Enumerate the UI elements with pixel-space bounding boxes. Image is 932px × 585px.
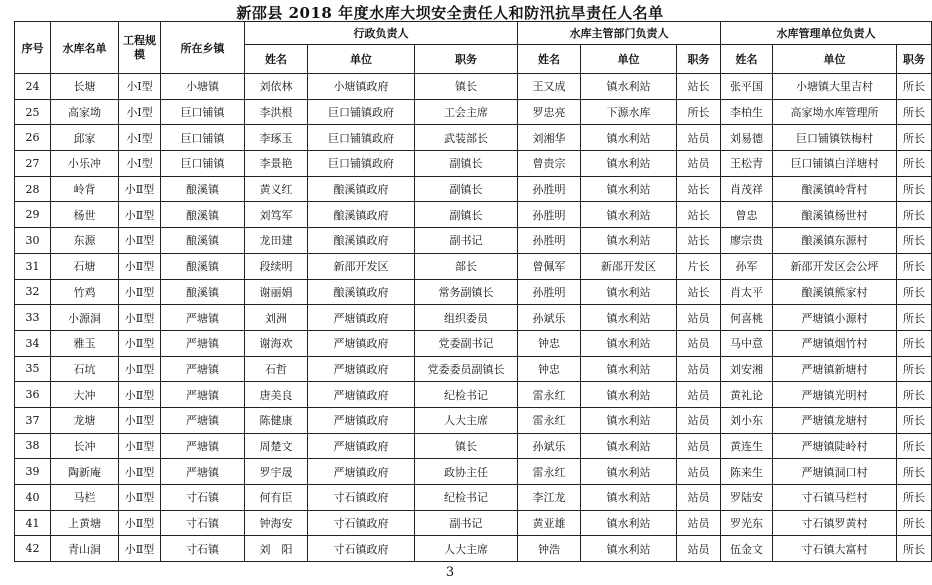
cell-admin-unit: 严塘镇政府 <box>308 407 415 433</box>
cell-mgmt-post: 所长 <box>897 356 932 382</box>
cell-dept-post: 站员 <box>677 536 721 562</box>
cell-admin-unit: 严塘镇政府 <box>308 330 415 356</box>
cell-admin-unit: 严塘镇政府 <box>308 433 415 459</box>
cell-admin-name: 周楚文 <box>245 433 308 459</box>
cell-reservoir: 大冲 <box>51 382 119 408</box>
cell-reservoir: 龙塘 <box>51 407 119 433</box>
cell-admin-post: 工会主席 <box>415 99 518 125</box>
cell-mgmt-name: 孙军 <box>721 253 773 279</box>
cell-mgmt-name: 刘安湘 <box>721 356 773 382</box>
cell-dept-unit: 镇水利站 <box>581 382 677 408</box>
cell-seq: 34 <box>15 330 51 356</box>
cell-mgmt-name: 罗陆安 <box>721 485 773 511</box>
cell-mgmt-post: 所长 <box>897 74 932 100</box>
cell-dept-name: 曾贵宗 <box>518 151 581 177</box>
cell-seq: 39 <box>15 459 51 485</box>
cell-dept-post: 片长 <box>677 253 721 279</box>
cell-scale: 小Ⅱ型 <box>119 176 161 202</box>
header-dept-unit: 单位 <box>581 45 677 74</box>
header-dept-group: 水库主管部门负责人 <box>518 22 721 45</box>
cell-admin-name: 谢海欢 <box>245 330 308 356</box>
cell-dept-unit: 镇水利站 <box>581 305 677 331</box>
cell-mgmt-name: 王松青 <box>721 151 773 177</box>
cell-mgmt-unit: 巨口铺镇铁梅村 <box>773 125 897 151</box>
cell-admin-name: 段续明 <box>245 253 308 279</box>
cell-dept-unit: 镇水利站 <box>581 279 677 305</box>
cell-mgmt-unit: 寸石镇罗黄村 <box>773 510 897 536</box>
cell-mgmt-post: 所长 <box>897 382 932 408</box>
cell-town: 酿溪镇 <box>161 279 245 305</box>
cell-reservoir: 小源洞 <box>51 305 119 331</box>
cell-admin-post: 副书记 <box>415 510 518 536</box>
table-row <box>15 151 932 177</box>
cell-reservoir: 邱家 <box>51 125 119 151</box>
cell-dept-post: 站员 <box>677 125 721 151</box>
cell-town: 寸石镇 <box>161 485 245 511</box>
cell-scale: 小Ⅱ型 <box>119 305 161 331</box>
cell-mgmt-name: 李柏生 <box>721 99 773 125</box>
cell-town: 酿溪镇 <box>161 253 245 279</box>
table-row <box>15 459 932 485</box>
cell-dept-name: 孙斌乐 <box>518 433 581 459</box>
cell-seq: 40 <box>15 485 51 511</box>
table-row <box>15 510 932 536</box>
header-mgmt-post: 职务 <box>897 45 932 74</box>
header-reservoir: 水库名单 <box>51 22 119 74</box>
cell-admin-unit: 寸石镇政府 <box>308 510 415 536</box>
cell-mgmt-unit: 小塘镇大里吉村 <box>773 74 897 100</box>
cell-dept-name: 雷永红 <box>518 382 581 408</box>
cell-town: 严塘镇 <box>161 407 245 433</box>
cell-admin-name: 唐美良 <box>245 382 308 408</box>
cell-seq: 33 <box>15 305 51 331</box>
cell-mgmt-post: 所长 <box>897 253 932 279</box>
cell-reservoir: 高家坳 <box>51 99 119 125</box>
table-row <box>15 433 932 459</box>
cell-town: 酿溪镇 <box>161 202 245 228</box>
cell-dept-unit: 镇水利站 <box>581 356 677 382</box>
cell-reservoir: 长冲 <box>51 433 119 459</box>
cell-mgmt-unit: 酿溪镇东源村 <box>773 228 897 254</box>
cell-dept-name: 黄亚雄 <box>518 510 581 536</box>
cell-admin-name: 黄义红 <box>245 176 308 202</box>
cell-town: 酿溪镇 <box>161 228 245 254</box>
cell-mgmt-post: 所长 <box>897 485 932 511</box>
cell-mgmt-unit: 新邵开发区会公坪 <box>773 253 897 279</box>
header-seq: 序号 <box>15 22 51 74</box>
cell-seq: 28 <box>15 176 51 202</box>
header-town: 所在乡镇 <box>161 22 245 74</box>
table-row <box>15 305 932 331</box>
cell-dept-unit: 镇水利站 <box>581 151 677 177</box>
cell-dept-name: 刘湘华 <box>518 125 581 151</box>
cell-admin-post: 副镇长 <box>415 202 518 228</box>
cell-dept-name: 曾佩军 <box>518 253 581 279</box>
cell-dept-name: 孙胜明 <box>518 202 581 228</box>
cell-admin-post: 政协主任 <box>415 459 518 485</box>
cell-reservoir: 竹鸡 <box>51 279 119 305</box>
cell-mgmt-name: 黄连生 <box>721 433 773 459</box>
cell-scale: 小Ⅱ型 <box>119 459 161 485</box>
cell-admin-unit: 严塘镇政府 <box>308 356 415 382</box>
cell-admin-post: 组织委员 <box>415 305 518 331</box>
cell-dept-unit: 镇水利站 <box>581 125 677 151</box>
cell-dept-unit: 镇水利站 <box>581 485 677 511</box>
cell-seq: 32 <box>15 279 51 305</box>
cell-admin-unit: 巨口铺镇政府 <box>308 151 415 177</box>
table-row <box>15 382 932 408</box>
cell-seq: 25 <box>15 99 51 125</box>
cell-scale: 小Ⅱ型 <box>119 485 161 511</box>
cell-dept-unit: 镇水利站 <box>581 330 677 356</box>
cell-town: 严塘镇 <box>161 305 245 331</box>
cell-scale: 小Ⅱ型 <box>119 330 161 356</box>
cell-admin-unit: 巨口铺镇政府 <box>308 125 415 151</box>
cell-dept-post: 站员 <box>677 330 721 356</box>
cell-admin-name: 刘 阳 <box>245 536 308 562</box>
cell-scale: 小Ⅱ型 <box>119 382 161 408</box>
cell-scale: 小Ⅱ型 <box>119 228 161 254</box>
cell-dept-unit: 镇水利站 <box>581 433 677 459</box>
cell-reservoir: 杨世 <box>51 202 119 228</box>
cell-reservoir: 陶新庵 <box>51 459 119 485</box>
cell-town: 寸石镇 <box>161 510 245 536</box>
cell-admin-name: 钟海安 <box>245 510 308 536</box>
cell-mgmt-unit: 严塘镇新塘村 <box>773 356 897 382</box>
cell-admin-unit: 酿溪镇政府 <box>308 228 415 254</box>
cell-dept-post: 站员 <box>677 356 721 382</box>
cell-admin-name: 何有臣 <box>245 485 308 511</box>
cell-mgmt-name: 廖宗贵 <box>721 228 773 254</box>
cell-scale: 小Ⅰ型 <box>119 151 161 177</box>
header-admin-unit: 单位 <box>308 45 415 74</box>
cell-mgmt-post: 所长 <box>897 279 932 305</box>
cell-admin-name: 刘洲 <box>245 305 308 331</box>
cell-admin-name: 谢丽娟 <box>245 279 308 305</box>
cell-town: 巨口铺镇 <box>161 99 245 125</box>
cell-dept-unit: 镇水利站 <box>581 176 677 202</box>
cell-scale: 小Ⅰ型 <box>119 99 161 125</box>
cell-admin-unit: 小塘镇政府 <box>308 74 415 100</box>
cell-admin-unit: 巨口铺镇政府 <box>308 99 415 125</box>
cell-dept-name: 雷永红 <box>518 459 581 485</box>
cell-dept-post: 站员 <box>677 459 721 485</box>
table-row <box>15 253 932 279</box>
cell-mgmt-post: 所长 <box>897 433 932 459</box>
cell-dept-name: 钟忠 <box>518 330 581 356</box>
cell-admin-unit: 酿溪镇政府 <box>308 176 415 202</box>
header-mgmt-unit: 单位 <box>773 45 897 74</box>
cell-mgmt-name: 罗光东 <box>721 510 773 536</box>
cell-dept-unit: 镇水利站 <box>581 459 677 485</box>
cell-reservoir: 石塘 <box>51 253 119 279</box>
cell-dept-unit: 镇水利站 <box>581 202 677 228</box>
cell-dept-post: 站员 <box>677 305 721 331</box>
cell-town: 小塘镇 <box>161 74 245 100</box>
cell-dept-post: 站员 <box>677 510 721 536</box>
cell-admin-unit: 严塘镇政府 <box>308 305 415 331</box>
cell-admin-unit: 新邵开发区 <box>308 253 415 279</box>
cell-mgmt-post: 所长 <box>897 536 932 562</box>
table-row <box>15 279 932 305</box>
cell-admin-post: 副镇长 <box>415 151 518 177</box>
cell-mgmt-name: 肖茂祥 <box>721 176 773 202</box>
table-row <box>15 407 932 433</box>
cell-mgmt-post: 所长 <box>897 125 932 151</box>
cell-mgmt-name: 伍金文 <box>721 536 773 562</box>
table-row <box>15 202 932 228</box>
cell-seq: 38 <box>15 433 51 459</box>
cell-town: 严塘镇 <box>161 459 245 485</box>
cell-admin-post: 镇长 <box>415 433 518 459</box>
table-row <box>15 536 932 562</box>
header-mgmt-name: 姓名 <box>721 45 773 74</box>
cell-admin-post: 纪检书记 <box>415 382 518 408</box>
cell-town: 严塘镇 <box>161 433 245 459</box>
cell-dept-name: 罗忠亮 <box>518 99 581 125</box>
cell-mgmt-unit: 酿溪镇熊家村 <box>773 279 897 305</box>
cell-dept-name: 雷永红 <box>518 407 581 433</box>
cell-scale: 小Ⅱ型 <box>119 202 161 228</box>
table-row <box>15 356 932 382</box>
cell-admin-unit: 酿溪镇政府 <box>308 279 415 305</box>
table-row <box>15 74 932 100</box>
header-scale: 工程规模 <box>119 22 161 74</box>
cell-seq: 27 <box>15 151 51 177</box>
cell-admin-post: 武装部长 <box>415 125 518 151</box>
cell-dept-unit: 下源水库 <box>581 99 677 125</box>
cell-mgmt-unit: 寸石镇大富村 <box>773 536 897 562</box>
cell-mgmt-post: 所长 <box>897 407 932 433</box>
header-admin-post: 职务 <box>415 45 518 74</box>
cell-admin-unit: 寸石镇政府 <box>308 485 415 511</box>
cell-seq: 30 <box>15 228 51 254</box>
cell-seq: 41 <box>15 510 51 536</box>
cell-mgmt-unit: 严塘镇光明村 <box>773 382 897 408</box>
cell-mgmt-unit: 寸石镇马栏村 <box>773 485 897 511</box>
cell-mgmt-name: 马中意 <box>721 330 773 356</box>
header-dept-post: 职务 <box>677 45 721 74</box>
cell-dept-post: 所长 <box>677 99 721 125</box>
cell-admin-post: 镇长 <box>415 74 518 100</box>
cell-scale: 小Ⅱ型 <box>119 536 161 562</box>
cell-reservoir: 东源 <box>51 228 119 254</box>
table-row <box>15 176 932 202</box>
cell-town: 酿溪镇 <box>161 176 245 202</box>
cell-mgmt-name: 肖太平 <box>721 279 773 305</box>
cell-dept-name: 孙斌乐 <box>518 305 581 331</box>
table-row <box>15 485 932 511</box>
cell-dept-name: 孙胜明 <box>518 176 581 202</box>
cell-reservoir: 马栏 <box>51 485 119 511</box>
cell-mgmt-post: 所长 <box>897 330 932 356</box>
cell-mgmt-name: 刘易德 <box>721 125 773 151</box>
header-mgmt-group: 水库管理单位负责人 <box>721 22 932 45</box>
cell-admin-unit: 寸石镇政府 <box>308 536 415 562</box>
cell-admin-unit: 酿溪镇政府 <box>308 202 415 228</box>
cell-town: 巨口铺镇 <box>161 125 245 151</box>
cell-admin-name: 刘依林 <box>245 74 308 100</box>
cell-mgmt-unit: 酿溪镇杨世村 <box>773 202 897 228</box>
cell-admin-post: 纪检书记 <box>415 485 518 511</box>
cell-admin-post: 副书记 <box>415 228 518 254</box>
cell-town: 巨口铺镇 <box>161 151 245 177</box>
cell-dept-post: 站员 <box>677 433 721 459</box>
cell-mgmt-post: 所长 <box>897 305 932 331</box>
cell-admin-name: 罗宇晟 <box>245 459 308 485</box>
cell-seq: 24 <box>15 74 51 100</box>
responsibility-table <box>14 21 932 562</box>
cell-admin-name: 龙田建 <box>245 228 308 254</box>
cell-seq: 26 <box>15 125 51 151</box>
cell-dept-post: 站员 <box>677 485 721 511</box>
cell-mgmt-post: 所长 <box>897 176 932 202</box>
cell-dept-post: 站长 <box>677 228 721 254</box>
page-number: 3 <box>445 565 455 580</box>
cell-mgmt-post: 所长 <box>897 151 932 177</box>
cell-mgmt-post: 所长 <box>897 202 932 228</box>
cell-dept-unit: 镇水利站 <box>581 228 677 254</box>
cell-dept-name: 李江龙 <box>518 485 581 511</box>
cell-seq: 35 <box>15 356 51 382</box>
cell-dept-post: 站员 <box>677 382 721 408</box>
cell-dept-unit: 镇水利站 <box>581 510 677 536</box>
cell-reservoir: 小乐冲 <box>51 151 119 177</box>
cell-dept-name: 钟忠 <box>518 356 581 382</box>
cell-mgmt-unit: 巨口铺镇白洋塘村 <box>773 151 897 177</box>
cell-reservoir: 岭背 <box>51 176 119 202</box>
cell-mgmt-unit: 严塘镇龙塘村 <box>773 407 897 433</box>
cell-admin-name: 陈健康 <box>245 407 308 433</box>
cell-dept-unit: 镇水利站 <box>581 536 677 562</box>
cell-seq: 31 <box>15 253 51 279</box>
cell-admin-post: 副镇长 <box>415 176 518 202</box>
table-row <box>15 330 932 356</box>
cell-dept-name: 孙胜明 <box>518 228 581 254</box>
cell-reservoir: 青山洞 <box>51 536 119 562</box>
cell-mgmt-unit: 高家坳水库管理所 <box>773 99 897 125</box>
cell-dept-post: 站员 <box>677 407 721 433</box>
cell-admin-name: 石哲 <box>245 356 308 382</box>
cell-admin-post: 党委委员副镇长 <box>415 356 518 382</box>
cell-mgmt-name: 曾忠 <box>721 202 773 228</box>
cell-dept-post: 站长 <box>677 74 721 100</box>
cell-seq: 29 <box>15 202 51 228</box>
cell-seq: 36 <box>15 382 51 408</box>
cell-mgmt-name: 陈来生 <box>721 459 773 485</box>
header-admin-name: 姓名 <box>245 45 308 74</box>
table-row <box>15 99 932 125</box>
cell-scale: 小Ⅰ型 <box>119 74 161 100</box>
cell-reservoir: 上黄塘 <box>51 510 119 536</box>
cell-scale: 小Ⅱ型 <box>119 407 161 433</box>
cell-mgmt-post: 所长 <box>897 459 932 485</box>
cell-admin-post: 部长 <box>415 253 518 279</box>
cell-dept-post: 站长 <box>677 279 721 305</box>
cell-dept-post: 站长 <box>677 176 721 202</box>
cell-scale: 小Ⅱ型 <box>119 356 161 382</box>
table-row <box>15 228 932 254</box>
cell-mgmt-unit: 严塘镇小源村 <box>773 305 897 331</box>
cell-admin-name: 李琢玉 <box>245 125 308 151</box>
cell-dept-name: 王又成 <box>518 74 581 100</box>
cell-dept-post: 站长 <box>677 202 721 228</box>
cell-scale: 小Ⅱ型 <box>119 279 161 305</box>
cell-town: 严塘镇 <box>161 356 245 382</box>
cell-scale: 小Ⅱ型 <box>119 510 161 536</box>
cell-mgmt-name: 刘小东 <box>721 407 773 433</box>
header-admin-group: 行政负责人 <box>245 22 518 45</box>
cell-mgmt-unit: 严塘镇烟竹村 <box>773 330 897 356</box>
cell-town: 严塘镇 <box>161 382 245 408</box>
cell-town: 严塘镇 <box>161 330 245 356</box>
cell-dept-post: 站员 <box>677 151 721 177</box>
cell-seq: 37 <box>15 407 51 433</box>
cell-reservoir: 雅玉 <box>51 330 119 356</box>
cell-dept-unit: 新邵开发区 <box>581 253 677 279</box>
cell-scale: 小Ⅱ型 <box>119 433 161 459</box>
cell-admin-post: 人大主席 <box>415 407 518 433</box>
header-dept-name: 姓名 <box>518 45 581 74</box>
cell-admin-name: 刘笃军 <box>245 202 308 228</box>
table-row <box>15 125 932 151</box>
cell-admin-name: 李景艳 <box>245 151 308 177</box>
cell-town: 寸石镇 <box>161 536 245 562</box>
cell-admin-unit: 严塘镇政府 <box>308 459 415 485</box>
page-title: 新邵县 2018 年度水库大坝安全责任人和防汛抗旱责任人名单 <box>236 4 664 22</box>
cell-admin-name: 李洪根 <box>245 99 308 125</box>
cell-mgmt-unit: 严塘镇洞口村 <box>773 459 897 485</box>
cell-reservoir: 石坑 <box>51 356 119 382</box>
cell-dept-unit: 镇水利站 <box>581 407 677 433</box>
cell-mgmt-name: 何喜桃 <box>721 305 773 331</box>
cell-mgmt-name: 黄礼论 <box>721 382 773 408</box>
cell-mgmt-post: 所长 <box>897 510 932 536</box>
cell-mgmt-name: 张平国 <box>721 74 773 100</box>
cell-admin-post: 人大主席 <box>415 536 518 562</box>
cell-mgmt-unit: 酿溪镇岭背村 <box>773 176 897 202</box>
cell-seq: 42 <box>15 536 51 562</box>
cell-admin-post: 党委副书记 <box>415 330 518 356</box>
cell-reservoir: 长塘 <box>51 74 119 100</box>
cell-admin-unit: 严塘镇政府 <box>308 382 415 408</box>
cell-admin-post: 常务副镇长 <box>415 279 518 305</box>
cell-scale: 小Ⅰ型 <box>119 125 161 151</box>
cell-mgmt-unit: 严塘镇陡岭村 <box>773 433 897 459</box>
cell-mgmt-post: 所长 <box>897 228 932 254</box>
cell-dept-unit: 镇水利站 <box>581 74 677 100</box>
cell-mgmt-post: 所长 <box>897 99 932 125</box>
cell-dept-name: 钟浩 <box>518 536 581 562</box>
cell-scale: 小Ⅱ型 <box>119 253 161 279</box>
cell-dept-name: 孙胜明 <box>518 279 581 305</box>
